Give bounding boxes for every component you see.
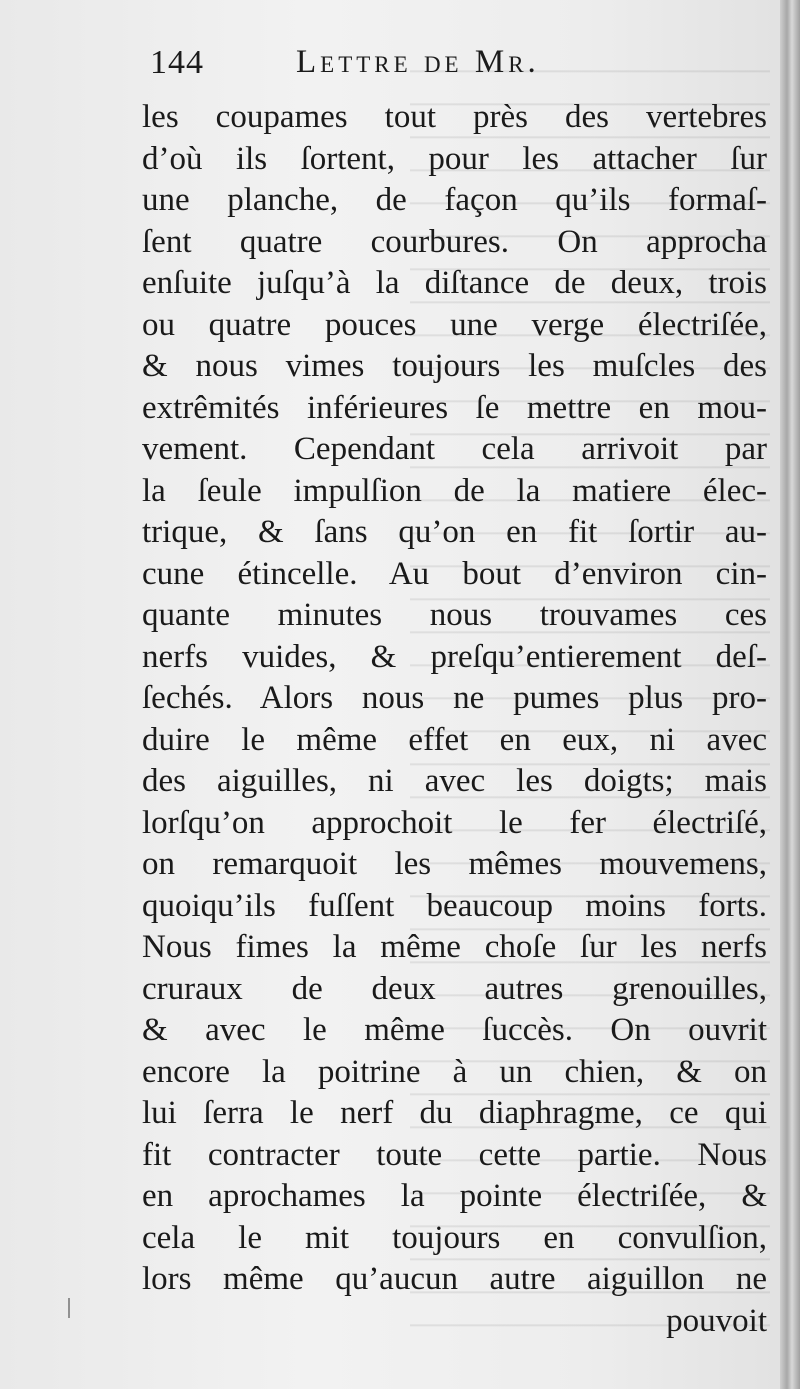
text-line: ſechés. Alors nous ne pumes plus pro- <box>142 680 767 716</box>
page-edge-shadow <box>780 0 800 1389</box>
page-header <box>150 36 770 106</box>
text-line: ſent quatre courbures. On approcha <box>142 223 767 260</box>
text-line: quante minutes nous trouvames ces <box>142 597 767 633</box>
text-line: d’où ils ſortent, pour les attacher ſur <box>142 140 767 177</box>
text-line: cela le mit toujours en convulſion, <box>142 1219 767 1256</box>
text-line: en aprochames la pointe électriſée, & <box>142 1178 767 1214</box>
text-line: extrêmités inférieures ſe mettre en mou- <box>142 389 767 426</box>
page-number: 144 <box>150 44 204 81</box>
text-line: vement. Cependant cela arrivoit par <box>142 431 767 467</box>
text-line: une planche, de façon qu’ils formaſ- <box>142 182 767 218</box>
text-line: ou quatre pouces une verge électriſée, <box>142 306 767 343</box>
text-line: & avec le même ſuccès. On ouvrit <box>142 1012 767 1048</box>
text-line: lorſqu’on approchoit le fer électriſé, <box>142 804 767 841</box>
text-line: lors même qu’aucun autre aiguillon ne <box>142 1261 767 1297</box>
text-line: duire le même effet en eux, ni avec <box>142 721 767 758</box>
text-line: cruraux de deux autres grenouilles, <box>142 970 767 1007</box>
text-line: nerfs vuides, & preſqu’entierement deſ- <box>142 638 767 675</box>
body-text <box>142 97 767 1377</box>
text-line: les coupames tout près des vertebres <box>142 99 767 135</box>
text-line: encore la poitrine à un chien, & on <box>142 1053 767 1090</box>
text-line: enſuite juſqu’à la diſtance de deux, trois <box>142 265 767 301</box>
text-line: la ſeule impulſion de la matiere élec- <box>142 472 767 509</box>
text-line: & nous vimes toujours les muſcles des <box>142 348 767 384</box>
text-line: Nous fimes la même choſe ſur les nerfs <box>142 929 767 965</box>
text-line: on remarquoit les mêmes mouvemens, <box>142 846 767 882</box>
text-line: des aiguilles, ni avec les doigts; mais <box>142 763 767 799</box>
text-line: lui ſerra le nerf du diaphragme, ce qui <box>142 1095 767 1131</box>
running-head: Lettre de Mr. <box>296 44 540 80</box>
text-line: quoiqu’ils fuſſent beaucoup moins forts. <box>142 887 767 924</box>
margin-mark <box>68 1298 70 1318</box>
catchword: pouvoit <box>666 1302 767 1339</box>
text-line: cune étincelle. Au bout d’environ cin- <box>142 555 767 592</box>
text-line: fit contracter toute cette partie. Nous <box>142 1136 767 1173</box>
text-line: trique, & ſans qu’on en fit ſortir au- <box>142 514 767 550</box>
